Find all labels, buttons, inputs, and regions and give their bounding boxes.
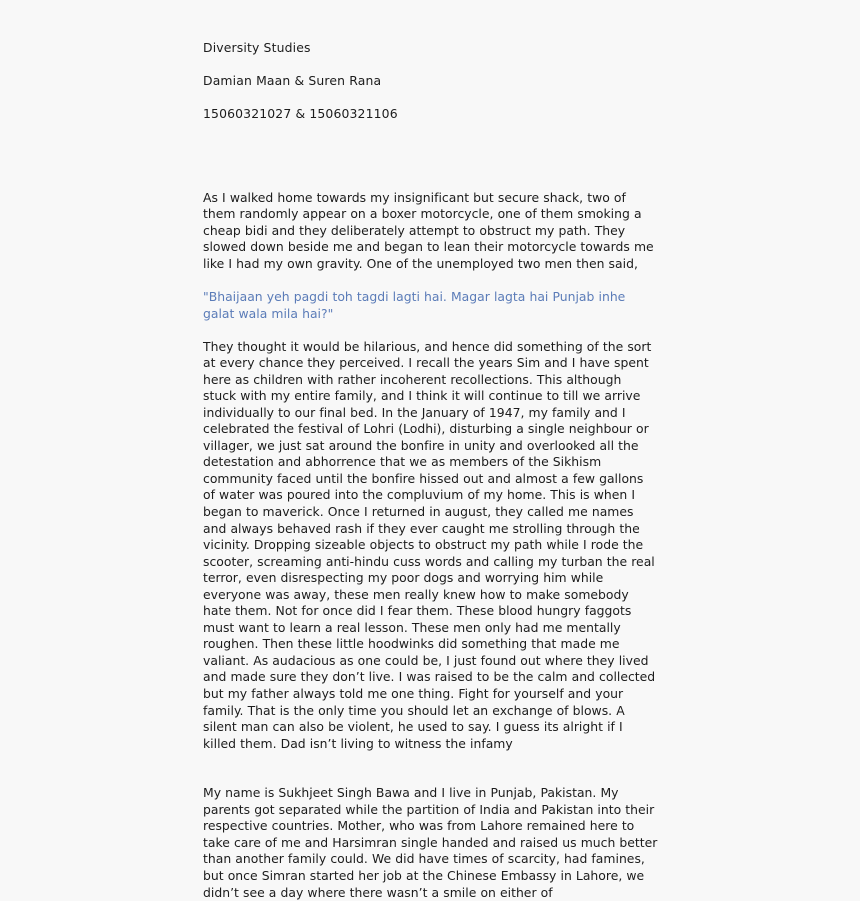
roll-numbers: 15060321027 & 15060321106 xyxy=(203,105,398,121)
body-paragraph-3: My name is Sukhjeet Singh Bawa and I live in Punjab, Pakistan. My parents got separated while the partition of India and Pakistan into their respective countries. Mother, who was from Lahore remained here to take care of me and Harsimran single handed and raised us much better than another family could. We did have times of scarcity, had famines, but once Simran started her job at the Chinese Embassy in Lahore, we didn’t see a day where there wasn’t a smile on either of xyxy=(203,785,658,900)
document-header xyxy=(203,42,658,120)
header-body-spacer xyxy=(203,141,658,190)
paragraph-gap xyxy=(203,752,658,785)
course-title: Diversity Studies xyxy=(203,40,311,55)
dialogue-quote: "Bhaijaan yeh pagdi toh tagdi lagti hai. Magar lagta hai Punjab inhe galat wala mila hai?" xyxy=(203,288,626,321)
document-content-column xyxy=(203,32,658,901)
body-paragraph-1: As I walked home towards my insignificant but secure shack, two of them randomly appear on a boxer motorcycle, one of them smoking a cheap bidi and they deliberately attempt to obstruct my path. They slowed down beside me and began to lean their motorcycle towards me like I had my own gravity. One of the unemployed two men then said, xyxy=(203,189,654,271)
author-names: Damian Maan & Suren Rana xyxy=(203,72,382,88)
body-paragraph-2: They thought it would be hilarious, and hence did something of the sort at every chance they perceived. I recall the years Sim and I have spent here as children with rather incoherent recollections. This although stuck with my entire family, and I think it will continue to till we arrive individually to our final bed. In the January of 1947, my family and I celebrated the festival of Lohri (Lodhi), disturbing a single neighbour or villager, we just sat around the bonfire in unity and overlooked all the detestation and abhorrence that we as members of the Sikhism community faced until the bonfire hissed out and almost a few gallons of water was poured into the compluvium of my home. This is when I began to maverick. Once I returned in august, they called me names and always behaved rash if they ever caught me strolling through the vicinity. Dropping sizeable objects to obstruct my path while I rode the scooter, screaming anti-hindu cuss words and calling my turban the real terror, even disrespecting my poor dogs and worrying him while everyone was away, these men really knew how to make somebody hate them. Not for once did I fear them. These blood hungry faggots must want to learn a real lesson. These men only had me mentally roughen. Then these little hoodwinks did something that made me valiant. As audacious as one could be, I just found out where they lived and made sure they don’t live. I was raised to be the calm and collected but my father always told me one thing. Fight for yourself and your family. That is the only time you should let an exchange of blows. A silent man can also be violent, he used to say. I guess its alright if I killed them. Dad isn’t living to witness the infamy xyxy=(203,338,656,751)
